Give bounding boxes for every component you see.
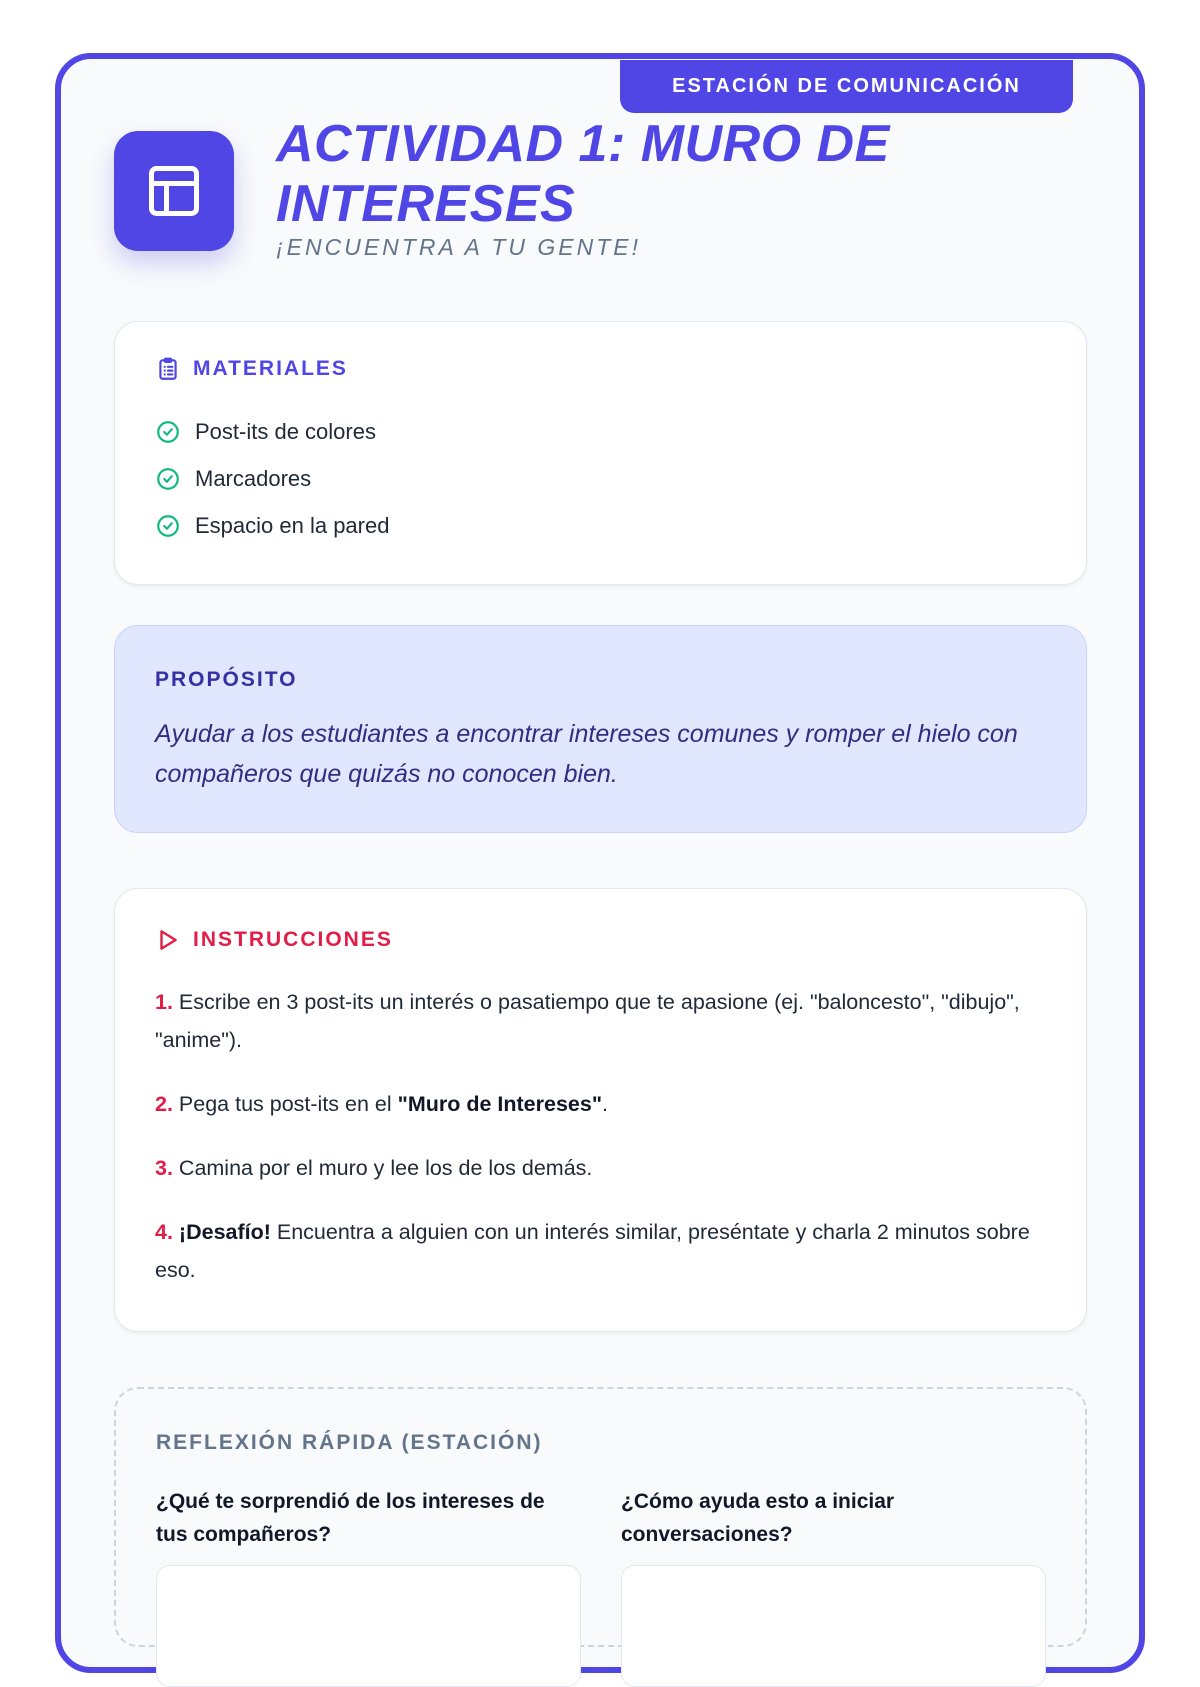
activity-logo	[114, 131, 234, 251]
clipboard-icon	[155, 356, 181, 382]
step-text: Camina por el muro y lee los de los demás.	[172, 1156, 593, 1180]
step-text-end: .	[602, 1092, 608, 1116]
instructions-list	[155, 983, 1050, 1315]
check-circle-icon	[155, 419, 181, 445]
step-emphasis: "Muro de Intereses"	[397, 1092, 603, 1116]
instructions-panel	[114, 888, 1087, 1332]
list-item	[155, 408, 389, 455]
list-item	[155, 455, 389, 502]
step-text: Pega tus post-its en el	[172, 1092, 398, 1116]
instruction-step	[155, 1149, 1050, 1187]
play-icon	[155, 927, 181, 953]
instruction-step	[155, 1213, 1050, 1289]
purpose-heading	[155, 668, 297, 692]
page-title: ACTIVIDAD 1: MURO DE INTERESES	[276, 115, 890, 233]
materials-heading	[155, 356, 348, 382]
step-number: 2.	[155, 1092, 173, 1116]
step-emphasis: ¡Desafío!	[178, 1220, 271, 1244]
reflection-panel	[114, 1387, 1087, 1647]
materials-heading-label: MATERIALES	[193, 357, 348, 380]
layout-icon	[144, 161, 204, 221]
step-number: 4.	[155, 1220, 173, 1244]
instruction-step	[155, 983, 1050, 1059]
instruction-step	[155, 1085, 1050, 1123]
page-subtitle: ¡ENCUENTRA A TU GENTE!	[276, 234, 642, 260]
materials-panel	[114, 321, 1087, 585]
purpose-heading-label: PROPÓSITO	[155, 668, 298, 691]
step-text: Escribe en 3 post-its un interés o pasatiempo que te apasione (ej. "baloncesto", "dibujo", "anime").	[155, 990, 1020, 1052]
reflection-answer-1[interactable]	[156, 1565, 581, 1687]
check-circle-icon	[155, 513, 181, 539]
step-number: 1.	[155, 990, 173, 1014]
station-label: ESTACIÓN DE COMUNICACIÓN	[672, 75, 1021, 97]
instructions-heading-label: INSTRUCCIONES	[193, 928, 393, 951]
purpose-panel	[114, 625, 1087, 833]
step-text-end: Encuentra a alguien con un interés similar, preséntate y charla 2 minutos sobre eso.	[155, 1220, 1030, 1282]
purpose-text: Ayudar a los estudiantes a encontrar intereses comunes y romper el hielo con compañeros que quizás no conocen bien.	[155, 720, 1018, 788]
reflection-question-2: ¿Cómo ayuda esto a iniciar conversaciones?	[621, 1490, 895, 1546]
list-item	[155, 502, 389, 549]
reflection-heading-label: REFLEXIÓN RÁPIDA (ESTACIÓN)	[156, 1431, 543, 1454]
reflection-heading	[156, 1431, 543, 1455]
step-number: 3.	[155, 1156, 173, 1180]
materials-list	[155, 408, 389, 549]
material-label: Espacio en la pared	[195, 512, 390, 538]
check-circle-icon	[155, 466, 181, 492]
station-badge	[620, 60, 1073, 113]
material-label: Marcadores	[195, 465, 312, 491]
instructions-heading	[155, 927, 393, 953]
material-label: Post-its de colores	[195, 418, 376, 444]
reflection-answer-2[interactable]	[621, 1565, 1046, 1687]
reflection-question-1: ¿Qué te sorprendió de los intereses de tus compañeros?	[156, 1490, 545, 1546]
